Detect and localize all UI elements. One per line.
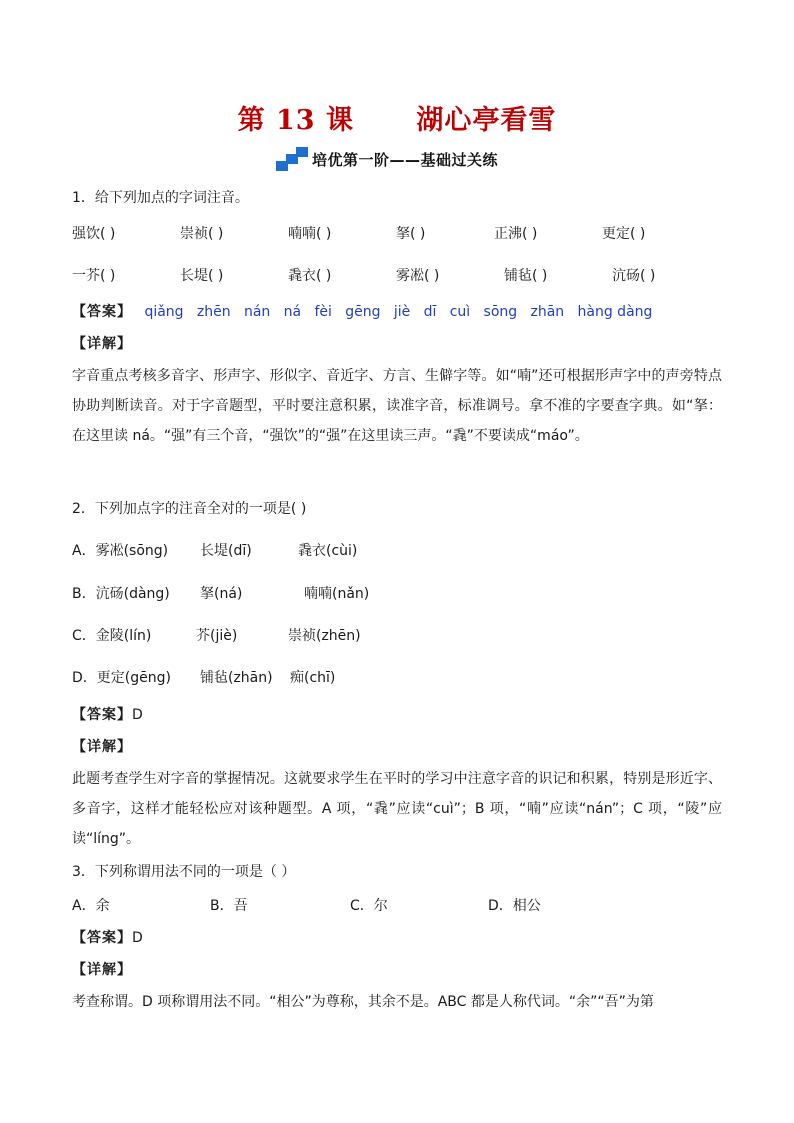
q1-item: 正沸( ) (494, 226, 538, 242)
q2-answer (72, 705, 143, 725)
answer-text: D (132, 707, 143, 723)
subtitle-text: 培优第一阶——基础过关练 (312, 150, 499, 169)
q1-row1 (72, 224, 645, 244)
q1-stem: 1．给下列加点的字词注音。 (72, 190, 249, 206)
q3-stem: 3．下列称谓用法不同的一项是（ ） (72, 864, 296, 880)
section-subtitle (276, 146, 498, 172)
stairs-icon (276, 147, 308, 171)
q1-item: 喃喃( ) (288, 226, 332, 242)
q3-detail: 考查称谓。D 项称谓用法不同。“相公”为尊称，其余不是。ABC 都是人称代词。“余”“吾”为第 (72, 994, 654, 1010)
q2-option-c: C．金陵(lín) 芥(jiè) 崇祯(zhēn) (72, 628, 361, 644)
answer-text: D (132, 930, 143, 946)
q1-item: 更定( ) (602, 226, 646, 242)
q2-option-a: A．雾凇(sōng) 长堤(dī) 毳衣(cùi) (72, 543, 358, 559)
q2-detail: 此题考查学生对字音的掌握情况。这就要求学生在平时的学习中注意字音的识记和积累，特别是形近字、多音字，这样才能轻松应对该种题型。A 项，“毳”应读“cuì”；B 项，“喃”应读“nán”；C 项，“陵”应读“líng”。 (72, 771, 722, 847)
answer-text: qiǎng zhēn nán ná fèi gēng jiè dī cuì sōng zhān hàng dàng (144, 304, 653, 320)
q2-option-b: B．沆砀(dàng) 拏(ná) 喃喃(nǎn) (72, 586, 370, 602)
q1-item: 强饮( ) (72, 226, 116, 242)
q1-item: 毳衣( ) (288, 268, 332, 284)
q3-options: A．余 B．吾 C．尔 D．相公 (72, 898, 541, 914)
lesson-title: 第 13 课 湖心亭看雪 (237, 105, 557, 136)
q1-item: 雾凇( ) (396, 268, 440, 284)
q1-item: 长堤( ) (180, 268, 224, 284)
q2-stem: 2．下列加点字的注音全对的一项是( ) (72, 501, 307, 517)
q2-detail-tag: 【详解】 (72, 739, 132, 755)
q1-item: 拏( ) (396, 226, 426, 242)
q1-item: 铺毡( ) (504, 268, 548, 284)
q1-answer (72, 302, 652, 322)
q1-detail: 字音重点考核多音字、形声字、形似字、音近字、方言、生僻字等。如“喃”还可根据形声字中的声旁特点协助判断读音。对于字音题型，平时要注意积累，读准字音，标准调号。拿不准的字要查字典。如“拏：在这里读 ná。“强”有三个音，“强饮”的“强”在这里读三声。“毳”不要读成“máo”。 (72, 368, 722, 444)
q1-item: 崇祯( ) (180, 226, 224, 242)
q3-answer (72, 928, 143, 948)
q3-detail-tag: 【详解】 (72, 962, 132, 978)
q1-item: 一芥( ) (72, 268, 116, 284)
q1-detail-tag: 【详解】 (72, 336, 132, 352)
answer-tag: 【答案】 (72, 707, 132, 723)
answer-tag: 【答案】 (72, 930, 132, 946)
q1-item: 沆砀( ) (612, 268, 656, 284)
q1-row2 (72, 266, 655, 286)
answer-tag: 【答案】 (72, 304, 132, 320)
q2-option-d: D．更定(gēng) 铺毡(zhān) 痴(chī) (72, 670, 336, 686)
